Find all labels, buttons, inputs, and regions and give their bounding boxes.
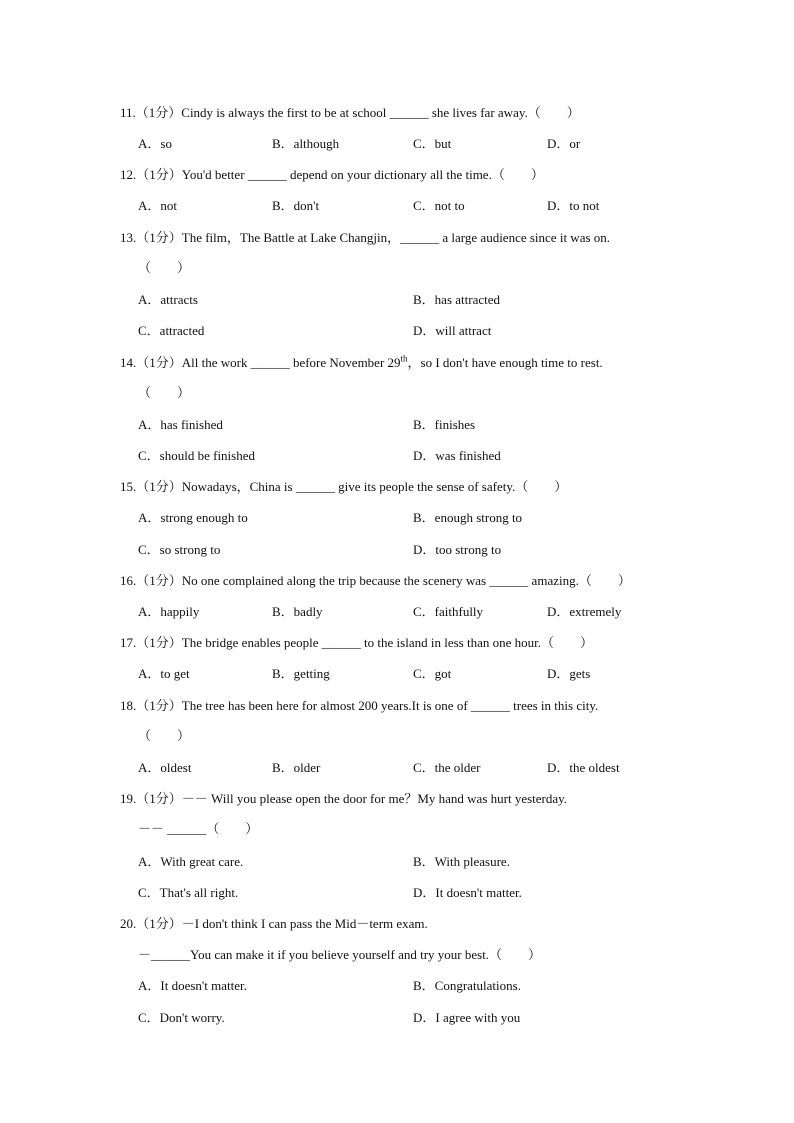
question-12-option-b[interactable]: B．don't [272,198,320,213]
question-17-option-b[interactable]: B．getting [272,666,330,681]
question-14-stem-a: 14.（1分）All the work ______ before November 29 [120,355,401,370]
question-15-option-b[interactable]: B．enough strong to [413,510,523,525]
question-13-option-d[interactable]: D．will attract [413,323,492,338]
question-16-stem: 16.（1分）No one complained along the trip because the scenery was ______ amazing.（ ） [120,573,631,588]
question-14-option-c[interactable]: C．should be finished [138,448,255,463]
question-13-option-a[interactable]: A．attracts [138,292,198,307]
question-13-option-c[interactable]: C．attracted [138,323,205,338]
question-18-option-b[interactable]: B．older [272,760,321,775]
question-18-option-a[interactable]: A．oldest [138,760,192,775]
question-20-option-d[interactable]: D．I agree with you [413,1010,521,1025]
question-19-option-d[interactable]: D．It doesn't matter. [413,885,522,900]
question-15-stem: 15.（1分）Nowadays，China is ______ give its people the sense of safety.（ ） [120,479,568,494]
question-18-stem: 18.（1分）The tree has been here for almost 200 years.It is one of ______ trees in this city. [120,698,599,713]
question-16-option-a[interactable]: A．happily [138,604,200,619]
question-19-option-c[interactable]: C．That's all right. [138,885,239,900]
question-16-option-c[interactable]: C．faithfully [413,604,484,619]
question-14-option-b[interactable]: B．finishes [413,417,476,432]
question-19-option-b[interactable]: B．With pleasure. [413,854,510,869]
question-17-stem: 17.（1分）The bridge enables people ______ to the island in less than one hour.（ ） [120,635,593,650]
question-15-option-d[interactable]: D．too strong to [413,542,502,557]
question-14-stem-sup: th [400,353,408,364]
question-17-option-c[interactable]: C．got [413,666,452,681]
question-13-option-b[interactable]: B．has attracted [413,292,500,307]
question-15-option-c[interactable]: C．so strong to [138,542,221,557]
question-13-stem-cont: （ ） [138,260,191,275]
question-20-stem: 20.（1分）－I don't think I can pass the Mid－term exam. [120,916,428,931]
question-12-option-d[interactable]: D．to not [547,198,600,213]
question-11-option-b[interactable]: B．although [272,136,340,151]
question-16-option-d[interactable]: D．extremely [547,604,622,619]
question-16-option-b[interactable]: B．badly [272,604,323,619]
question-13-stem: 13.（1分）The film，The Battle at Lake Changjin，______ a large audience since it was on. [120,230,611,245]
question-19-stem: 19.（1分）－－ Will you please open the door for me？My hand was hurt yesterday. [120,791,568,806]
question-17-option-a[interactable]: A．to get [138,666,190,681]
question-11-option-a[interactable]: A．so [138,136,172,151]
question-11-option-d[interactable]: D．or [547,136,581,151]
question-19-option-a[interactable]: A．With great care. [138,854,244,869]
question-14-stem [120,355,603,371]
question-12-option-c[interactable]: C．not to [413,198,465,213]
question-19-stem-cont: －－ ______（ ） [138,821,259,836]
question-17-option-d[interactable]: D．gets [547,666,591,681]
question-15-option-a[interactable]: A．strong enough to [138,510,248,525]
question-14-option-a[interactable]: A．has finished [138,417,223,432]
question-12-stem: 12.（1分）You'd better ______ depend on your dictionary all the time.（ ） [120,167,544,182]
question-14-option-d[interactable]: D．was finished [413,448,501,463]
question-14-stem-cont: （ ） [138,385,191,400]
question-11-option-c[interactable]: C．but [413,136,452,151]
question-20-stem-cont: －______You can make it if you believe yourself and try your best.（ ） [138,947,542,962]
question-18-stem-cont: （ ） [138,728,191,743]
question-12-option-a[interactable]: A．not [138,198,178,213]
question-20-option-a[interactable]: A．It doesn't matter. [138,978,247,993]
question-14-stem-b: ，so I don't have enough time to rest. [407,355,603,370]
question-18-option-c[interactable]: C．the older [413,760,481,775]
question-11-stem: 11.（1分）Cindy is always the first to be at school ______ she lives far away.（ ） [120,105,580,120]
question-20-option-c[interactable]: C．Don't worry. [138,1010,225,1025]
question-20-option-b[interactable]: B．Congratulations. [413,978,521,993]
question-18-option-d[interactable]: D．the oldest [547,760,620,775]
